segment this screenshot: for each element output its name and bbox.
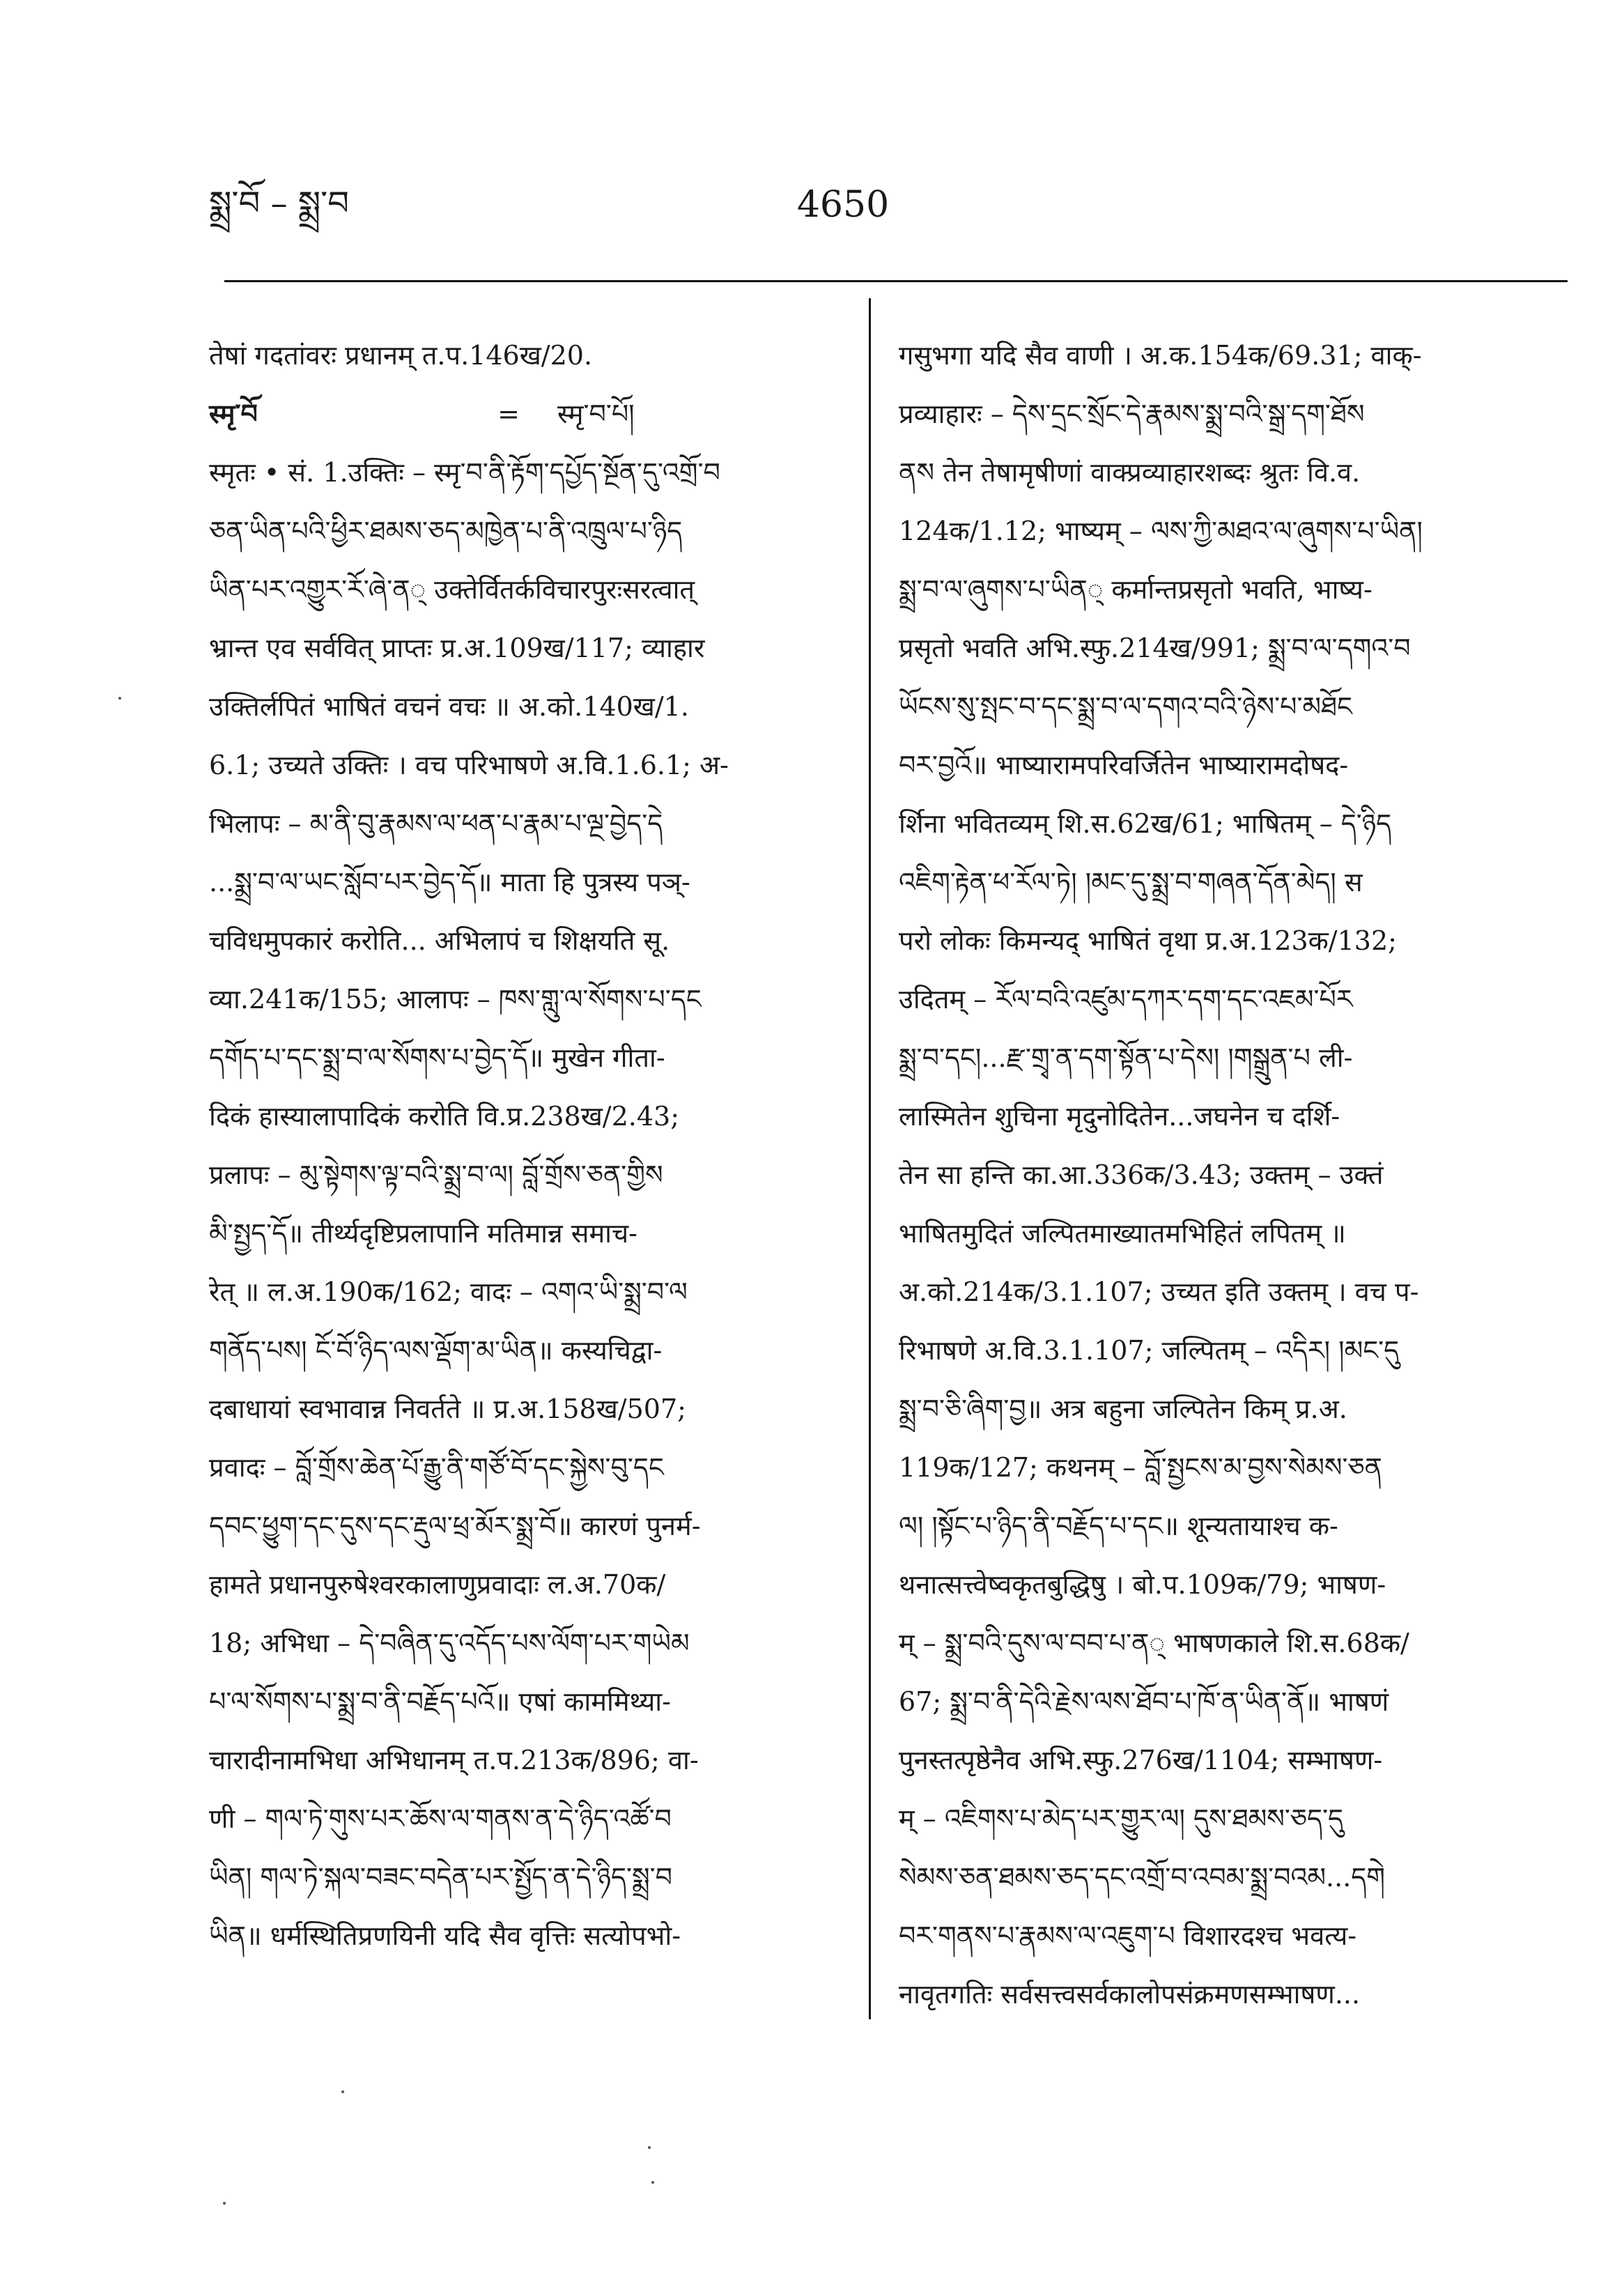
text-line: ལ། །སྟོང་པ་ཉིད་ནི་བརྗོད་པ་དང॥ शून्यतायाश्च क- [899,1511,1338,1541]
text-line: रेत् ॥ ल.अ.190क/162; वादः – འགའ་ཡི་སྨྲ་བ་ལ [209,1277,688,1307]
text-line: णी – གལ་ཏེ་གུས་པར་ཆོས་ལ་གནས་ན་དེ་ཉིད་འཚོ་བ [209,1803,672,1834]
scan-speck [651,2181,654,2184]
text-line: तेन सा हन्ति का.आ.336क/3.43; उक्तम् – उक्तं [899,1159,1384,1190]
header-rule [224,280,1568,282]
text-line: སེམས་ཅན་ཐམས་ཅད་དང་འགྲོ་བ་འབམ་སྨྲ་བའམ...དགེ [899,1862,1386,1893]
text-line: गसुभगा यदि सैव वाणी । अ.क.154क/69.31; वाक्- [899,340,1422,371]
text-line: उदितम् – རོལ་བའི་འཛུམ་དཀར་དག་དང་འཇམ་པོར [899,984,1353,1015]
right-column [899,326,1526,2024]
text-line: དབང་ཕྱུག་དང་དུས་དང་རྡུལ་ཕྲ་མོར་སྨྲ་བོ॥ कारणं पुनर्म- [209,1511,701,1541]
text-line: तेषां गदतांवरः प्रधानम् त.प.146ख/20. [209,340,593,371]
text-line: ཡིན॥ धर्मस्थितिप्रणयिनी यदि सैव वृत्तिः सत्योपभो- [209,1920,681,1951]
text-line: उक्तिर्लपितं भाषितं वचनं वचः ॥ अ.को.140ख/1. [209,691,689,722]
text-line: स्मृतः • सं. 1.उक्तिः – स्मृ་བ་ནི་རྟོག་དཔྱོད་སྔོན་དུ་འགྲོ་བ [209,457,720,488]
text-line: མི་སྤྱད་དོ॥ तीर्थ्यदृष्टिप्रलापानि मतिमान्न समाच- [209,1218,637,1249]
text-line: भिलापः – མ་ནི་བུ་རྣམས་ལ་ཕན་པ་རྣམ་པ་ལྔ་བྱེད་དེ [209,808,663,839]
text-line: 6.1; उच्यते उक्तिः । वच परिभाषणे अ.वि.1.6.1; अ- [209,750,729,780]
text-line: བར་བྱའོ॥ भाष्यारामपरिवर्जितेन भाष्यारामदोषद- [899,750,1349,780]
text-line: पुनस्तत्पृष्ठेनैव अभि.स्फु.276ख/1104; सम्भाषण- [899,1745,1383,1775]
text-line: སྨྲ་བ་ལ་ཞུགས་པ་ཡིན् कर्मान्तप्रसृतो भवति, भाष्य- [899,574,1372,605]
text-line: प्रवादः – བློ་གྲོས་ཆེན་པོ་རྒྱུ་ནི་གཙོ་བོ་དང་སྐྱེས་བུ་དང [209,1452,664,1483]
scan-speck [118,697,121,700]
text-line: 67; སྨྲ་བ་ནི་དེའི་རྗེས་ལས་ཐོབ་པ་ཁོ་ན་ཡིན་ནོ॥ भाषणं [899,1686,1389,1717]
text-line: म् – འཇིགས་པ་མེད་པར་གྱུར་ལ། དུས་ཐམས་ཅད་དུ [899,1803,1344,1834]
text-line: གནོད་པས། ངོ་བོ་ཉིད་ལས་ལྡོག་མ་ཡིན॥ कस्यचिद्वा- [209,1335,663,1366]
text-line: हामते प्रधानपुरुषेश्वरकालाणुप्रवादाः ल.अ.70क/ [209,1569,666,1600]
text-line: པ་ལ་སོགས་པ་སྨྲ་བ་ནི་བརྗོད་པའོ॥ एषां काममिथ्या- [209,1686,671,1717]
text-line: चविधमुपकारं करोति... अभिलापं च शिक्षयति सू. [209,925,670,956]
text-line: བར་གནས་པ་རྣམས་ལ་འཇུག་པ विशारदश्च भवत्य- [899,1920,1357,1951]
left-column [209,326,836,1965]
text-line: चारादीनामभिधा अभिधानम् त.प.213क/896; वा- [209,1745,699,1775]
scan-speck [648,2146,651,2149]
running-head: སྨྲ་བོ – སྨྲ་བ [209,184,350,223]
text-line: अ.को.214क/3.1.107; उच्यत इति उक्तम् । वच प- [899,1277,1419,1307]
equals-sign: = [497,399,520,429]
page-number: 4650 [796,184,890,226]
text-line: प्रसृतो भवति अभि.स्फु.214ख/991; སྨྲ་བ་ལ་དགའ་བ [899,633,1411,663]
text-line: དགོད་པ་དང་སྨྲ་བ་ལ་སོགས་པ་བྱེད་དོ॥ मुखेन गीता- [209,1042,665,1073]
text-line: म् – སྨྲ་བའི་དུས་ལ་བབ་པ་ན् भाषणकाले शि.स.68क/ [899,1628,1409,1658]
text-line: प्रव्याहारः – དེས་དྲང་སྲོང་དེ་རྣམས་སྨྲ་བའི་སྒྲ་དག་ཐོས [899,399,1365,429]
text-line: ཡིན་པར་འགྱུར་རོ་ཞེ་ན् उक्तेर्वितर्कविचारपुरःसरत्वात् [209,574,695,605]
text-line: ཡོངས་སུ་སྤང་བ་དང་སྨྲ་བ་ལ་དགའ་བའི་ཉེས་པ་མཐོང [899,691,1352,722]
text-line: दबाधायां स्वभावान्न निवर्तते ॥ प्र.अ.158ख/507; [209,1394,686,1424]
text-line: ...སྨྲ་བ་ལ་ཡང་སློབ་པར་བྱེད་དོ॥ माता हि पुत्रस्य पञ्- [209,867,690,897]
text-line: नावृतगतिः सर्वसत्त्वसर्वकालोपसंक्रमणसम्भाषण... [899,1979,1361,2010]
text-line: रिभाषणे अ.वि.3.1.107; जल्पितम् – འདིར། །མང་དུ [899,1335,1400,1366]
text-line: र्शिना भवितव्यम् शि.स.62ख/61; भाषितम् – དེ་ཉིད [899,808,1392,839]
scan-speck [341,2090,344,2093]
cross-reference-headword: स्मृ་བོ [209,398,258,429]
text-line: 124क/1.12; भाष्यम् – ལས་ཀྱི་མཐའ་ལ་ཞུགས་པ་ཡིན། [899,516,1423,546]
cross-reference-entry [209,385,836,443]
scan-speck [223,2202,226,2205]
text-line: ཅན་ཡིན་པའི་ཕྱིར་ཐམས་ཅད་མཁྱེན་པ་ནི་འཁྲུལ་པ་ཉིད [209,516,683,546]
text-line: भ्रान्त एव सर्ववित् प्राप्तः प्र.अ.109ख/117; व्याहार [209,633,705,663]
text-line: 18; अभिधा – དེ་བཞིན་དུ་འདོད་པས་ལོག་པར་གཡེམ [209,1628,690,1658]
text-line: འཇིག་རྟེན་ཕ་རོལ་ཏེ། །མང་དུ་སྨྲ་བ་གཞན་དོན་མེད། स [899,867,1363,897]
text-line: व्या.241क/155; आलापः – ཁས་གླུ་ལ་སོགས་པ་དང [209,984,702,1015]
text-line: परो लोकः किमन्यद् भाषितं वृथा प्र.अ.123क/132; [899,925,1397,956]
text-line: སྨྲ་བ་དང།...རྫ་གྲྭ་ན་དག་སྟོན་པ་དེས། །གསྒྲུན་པ ली- [899,1042,1353,1073]
text-line: སྨྲ་བ་ཅི་ཞིག་བྱ॥ अत्र बहुना जल्पितेन किम् प्र.अ. [899,1394,1347,1424]
cross-reference-target: स्मृ་བ་པོ། [557,399,635,429]
text-line: ནས तेन तेषामृषीणां वाक्प्रव्याहारशब्दः श्रुतः वि.व. [899,457,1361,488]
text-line: प्रलापः – མུ་སྟེགས་ལྟ་བའི་སྨྲ་བ་ལ། བློ་གྲོས་ཅན་གྱིས [209,1159,663,1190]
text-line: थनात्सत्त्वेष्वकृतबुद्धिषु । बो.प.109क/79; भाषण- [899,1569,1386,1600]
text-line: दिकं हास्यालापादिकं करोति वि.प्र.238ख/2.43; [209,1101,680,1132]
text-line: भाषितमुदितं जल्पितमाख्यातमभिहितं लपितम् ॥ [899,1218,1346,1249]
column-divider [869,298,871,2019]
text-line: लास्मितेन शुचिना मृदुनोदितेन...जघनेन च दर्शि- [899,1101,1340,1132]
text-line: 119क/127; कथनम् – བློ་སྤྱངས་མ་བྱས་སེམས་ཅན [899,1452,1383,1483]
text-line: ཡིན། གལ་ཏེ་སྐལ་བཟང་བདེན་པར་སྤྱོད་ན་དེ་ཉིད་སྨྲ་བ [209,1862,672,1893]
